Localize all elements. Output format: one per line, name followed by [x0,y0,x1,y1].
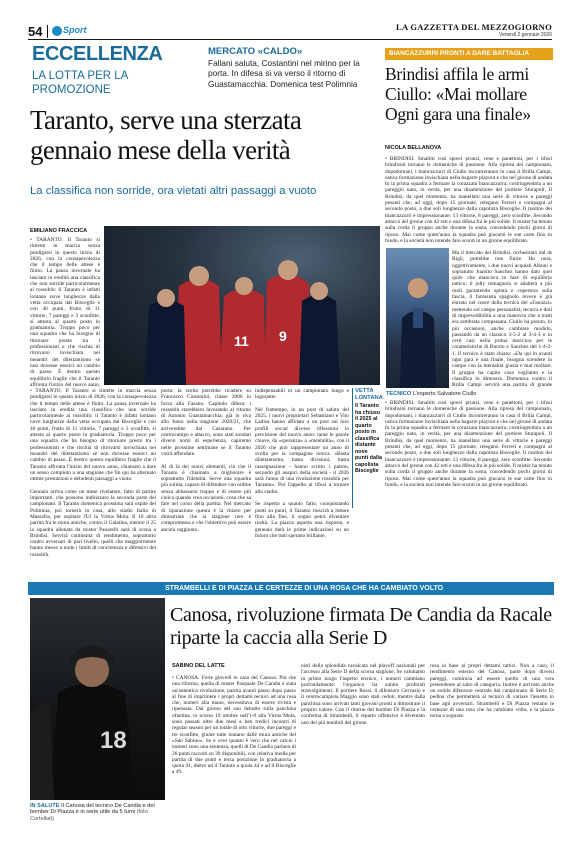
brindisi-headline: Brindisi affila le armi Ciullo: «Mai mollare Ogni gara una finale» [385,64,531,124]
taranto-col-1: • TARANTO. Il Taranto si rimette in marcia senza prodigarsi in questo inizio di 2026, con la consapevolezza che il tempo delle attese è finito. La pausa invernale ha lasciato in eredità una classifica che non sorride particolarmente ai rossoblù: il Taranto è infatti lontano nove lunghezze dalla vetta occupata dal Bisceglie e con 46 punti, frutto di 11 vittorie, 7 pareggi e 3 sconfitte, si attesta al quarto posto in graduatoria. Troppo poco per una squadra che ha bisogno di ritornare presto tra i professionisti e che rischia di ritrovarsi invischiata nei meandri del dilettantismo se non dovesse esserci un cambio di passo. È dentro questo equilibrio fragile che il Taranto affronta l'inizio del nuovo anno, [30,237,100,387]
coach-caption-label: TECNICO [386,391,412,397]
mercato-text: Fallani saluta, Costantini nel mirino per la porta. In difesa si va verso il ritorno di Guastamacchia. Domenica test Polimnia [208,58,360,89]
canosa-col-3: rosa in base ai propri dettami tattici. Non a caso, il rendimento esterno del Canosa, parte dopo diversi pareggi, comincia ad essere quello di una vera pretendente al salto di categoria. Inoltre è arrivato anche un solido difensore centrale dal campionato di Serie D, pedina che permetterà al tecnico di variare l'assetto in base agli avversari. Strambelli e Di Piazza restano le certezze di una rosa che ha cambiato volto, e la piazza torna a sognare. [430,663,554,720]
canosa-caption-credit: (foto Cortellati) [30,809,148,822]
canosa-photo [30,598,165,800]
taranto-team-photo [104,226,380,385]
coach-caption [386,391,554,397]
mercato-label: MERCATO «CALDO» [208,46,303,57]
canosa-col-1: • CANOSA. Forte giovedì in casa del Canosa. Più che una riforma, quella di mister Pasquale De Candia è stata un'autentica rivoluzione, partita avanti passo dopo passo al fine di imprimere i propri dettami tecnici ad una rosa che, numeri alla mano, necessitava di essere rivista e ripensata. Dal giorno del suo debutto sulla panchina ofantina, lo scorso 19 ottobre nell'1-0 alla Virtus Mola, sono passati oltre due mesi e ben tredici incontri di regular season per un totale di otto vittorie, due pareggi e tre sconfitte, giunte tutte lontano dalle mura amiche del «San Sabino». Se è vero quanto è vero che nel calcio i numeri sono una sentenza, quelli di De Candia parlano di 26 punti raccolti su 39 disponibili, con relativa media per partita di due punti e terza posizione in graduatoria a quota 41, dietro ad il Taranto a quota 44 e ad il Bisceglie a 49. [172,675,296,776]
canosa-caption [30,803,167,822]
taranto-author: EMILIANO FRACCICA [30,228,88,234]
page-number: 54 [28,24,43,39]
brindisi-banner: BIANCAZZURRI PRONTI A DARE BATTAGLIA [385,48,553,60]
section-divider [47,25,48,38]
sidebar-label: VETTA LONTANA [355,388,383,401]
brindisi-body: • BRINDISI. Smaltiti così spreci prunzi, cene e panettoni, per i tifosi brindisini tornano le domeniche di passione. Alla ripresa del campionato, dopodomani, i biancazzurri di Ciullo incontreranno in casa il Brilla Campi, ostica formazione invischiata nella bagarre playout e che nel girone di andata fu la prima squadra a fermare la corazzata biancazzurra, costringendola a un pareggio nato, in verità, per una disattenzione del portiere Sturapoli. Il Brindisi, da quel momento, ha inanellato una serie di vittorie e pareggi pesanti che, ad oggi, dopo 15 giornate, relegano Ferreri e compagni al secondo posto, a due soli lunghezze dalla capolista Bisceglie. Il ruolino dei biancazzurri è impressionante: 13 vittorie, 8 pareggi, zero sconfitte. Secondo attacco del girone con 42 reti e una difesa fra le più solide. Il mister ha tenuto sulla corda il gruppo anche durante la sosta, concedendo pochi giorni di riposo. Mai come quest'anno la squadra può giocarsi le sue carte fino in fondo, e la società non intende fare sconti in un girone equilibrato. [385,156,552,244]
svg-text:11: 11 [234,333,249,349]
sport-logo-icon [52,26,62,36]
svg-text:9: 9 [279,328,287,344]
taranto-col-3: indispensabili in un campionato lungo e logorante. Nel frattempo, in un post di saluto del 2025, i nuovi proprietari Sebastiano e Vito Ladisa hanno affidato a un post sui loro profili social diverse riflessioni in previsione del nuovo anno: tante le parole chiave, da «speranza» a «mentalità», con il 2026 che può rappresentare un anno di svolta per la compagine ionica. «Basta dilettantismo, basta divisioni, basta rassegnazione - hanno scritto i patron, secondo gli auspici della società - il 2026 sarà l'anno di una rivoluzione rossoblù per Taranto». Poi l'appello ai tifosi a tornare allo stadio. Se rispetto a quanto fatto, conquistando punti su punti, il Taranto riuscirà a lottare fino alla fine, il sogno potrà diventare realtà. La piazza aspetta una risposta, e gennaio darà le prime indicazioni su un futuro che tutti sperano brillante. [255,388,349,539]
taranto-col-2: porta: la scelta potrebbe ricadere su Francesco Costantini, classe 2006 in forza alla Fasano. Capitolo difesa: i rossoblù starebbero lavorando al ritorno di Antonio Guastamacchia, già in riva allo Ionio nella stagione 2020/21, che arriverebbe dal Casarano. Per centrocampo e attacco, sono stati sondati diversi nomi di esperienza, capiremo nelle prossime settimane se il Taranto vorrà affondare. Al di là dei nuovi elementi, ciò che il Taranto è chiamato a migliorare è soprattutto l'identità. Serve una squadra più solida, capace di difendere con ordine senza abbassarsi troppo e di essere più cinica quando crea occasioni, cosa che sa fare nel corso della partita. Nel mercato di riparazione questa è la chiave per dimostrare che la stagione non è compromessa e che l'obiettivo può essere ancora raggiunto. [161,388,251,533]
canosa-headline: Canosa, rivoluzione firmata De Candia da Racale riparte la caccia alla Serie D [170,604,552,649]
players-huddle-icon [104,226,380,385]
canosa-author: SABINO DEL LATTE [172,663,225,669]
page-header [28,22,552,40]
brindisi-body-2: Ma il mercato dei Brindisi, orchestrato dal ds Rigli, potrebbe non finire. Ho nora, oggettivamente, i due nuovi acquisti Albuni e sopratutto Juanito Sanchez hanno dato quel quid- che mancava in fase di equilibrio tattico: il jolly romagnolo si adatterà a più ruoli garantendo spinta e copertura sulla fascia, il fantasista spagnolo invece è già entrato nel cuore della tecnica del «Fanuzzi» mettendo sul campo personalità, tecnica e doti di imprevedibilità a una manovra che a tratti era sembrata compassata. Ciullo ha potuto, in più occasioni, anche cambiare modulo, passando da un classico 3-5-2 al 3-4-3 o in certi casi nella prima mezz'ora per le caratteristiche di Burzio e Sanchez del 1-4-2-1. Il tecnico è stato chiaro: «Da qui in avanti ogni gara è una finale, bisogna scendere in campo con la mentalità giusta e mai mollare. Il gruppo ha capito cosa vogliamo e la classifica lo dimostra. Domenica contro il Brilla Campi servirà una partita di grande [452,250,552,388]
canosa-col-2: nisti della splendida cavalcata nel playoff nazionali per l'accesso alla Serie D della scorsa stagione. Se valutiamo in primo luogo l'aspetto tecnico, i numeri cambiano profondamente: l'organico ha subito profondi stravolgimenti. Il portiere Rossi, il difensore Gervasio e il centrocampista Maggio sono stati ceduti, mentre dalla panchina sono arrivati tanti giovani pronti a dimostrare il proprio valore. Con il ritorno del bomber Di Piazza e la conferma di Strambelli, il reparto offensivo è diventato uno dei più temibili del girone. [301,663,425,726]
celebrating-player-icon [30,598,165,800]
taranto-headline: Taranto, serve una sterzata gennaio mese della verità [30,105,302,165]
taranto-deck: La classifica non sorride, ora vietati altri passaggi a vuoto [30,185,317,197]
canosa-caption-label: IN SALUTE [30,803,60,809]
taranto-sidebar [352,388,382,508]
sidebar-text: Il Taranto ha chiuso il 2025 al quarto posto in classifica distante nove punti dalla capolista Bisceglie [355,403,382,474]
svg-text:18: 18 [100,727,127,754]
brindisi-body-3: • BRINDISI. Smaltiti così spreci prunzi, cene e panettoni, per i tifosi brindisini tornano le domeniche di passione. Alla ripresa del campionato, dopodomani, i biancazzurri di Ciullo incontreranno in casa il Brilla Campi, ostica formazione invischiata nella bagarre playout e che nel girone di andata fu la prima squadra a fermare la corazzata biancazzurra, costringendola a un pareggio nato, in verità, per una disattenzione del portiere Sturapoli. Il Brindisi, da quel momento, ha inanellato una serie di vittorie e pareggi pesanti che, ad oggi, dopo 15 giornate, relegano Ferreri e compagni al secondo posto, a due soli lunghezze dalla capolista Bisceglie. Il ruolino dei biancazzurri è impressionante: 13 vittorie, 8 pareggi, zero sconfitte. Secondo attacco del girone con 42 reti e una difesa fra le più solide. Il mister ha tenuto sulla corda il gruppo anche durante la sosta, concedendo pochi giorni di riposo. Mai come quest'anno la squadra può giocarsi le sue carte fino in fondo, e la società non intende fare sconti in un girone equilibrato. [385,400,552,488]
taranto-col-1b: • TARANTO. Il Taranto si rimette in marcia senza prodigarsi in questo inizio di 2026, con la consapevolezza che il tempo delle attese è finito. La pausa invernale ha lasciato in eredità una classifica che non sorride particolarmente ai rossoblù: il Taranto è infatti lontano nove lunghezze dalla vetta occupata dal Bisceglie e con 46 punti, frutto di 11 vittorie, 7 pareggi e 3 sconfitte, si attesta al quarto posto in graduatoria. Troppo poco per una squadra che ha bisogno di ritornare presto tra i professionisti e che rischia di ritrovarsi invischiata nei meandri del dilettantismo se non dovesse esserci un cambio di passo. È dentro questo equilibrio fragile che il Taranto affronta l'inizio del nuovo anno, chiamato a dare un senso compiuto a una stagione che fin qui ha alternato ottime prestazioni e deludenti passaggi a vuoto. Gennaio arriva come un mese rivelatore, fatto di partite importanti, che possono indirizzare la seconda parte del campionato. Il Taranto domenica prossima sarà ospite del Polimnia, poi tornerà in casa, allo stadio Italia di Massafra, per ospitare l'Ui la Virtus Mola. Il 18 altra partita fra le mura amiche, contro il Galatina, mentre il 25 la squadra allenata da mister Panarelli sarà di scena a Brindisi. Servirà continuità di rendimento, soprattutto contro avversari di pari livello, quelli che maggiormente hanno messo a nudo i limiti di concretezza e difensivi dei rossoblù. [30,388,156,558]
mercato-teaser [208,46,376,98]
brindisi-author: NICOLA BELLANOVA [385,145,442,151]
canosa-caption-text: Il Canosa del tecnico De Candia e del bomber Di Piazza è in serie utile da 5 turni [30,803,155,816]
issue-date: Venerdì 2 gennaio 2026 [498,32,552,38]
coach-figure-icon [386,248,449,388]
kicker-subtitle: LA LOTTA PER LA PROMOZIONE [32,70,128,96]
kicker-title: ECCELLENZA [32,43,163,65]
coach-caption-text: L'esperto Salvatore Ciullo [412,391,477,397]
section-kicker [32,43,202,96]
newspaper-name: LA GAZZETTA DEL MEZZOGIORNO [395,22,552,32]
section-logo: Sport [63,25,87,35]
canosa-banner: STRAMBELLI E DI PIAZZA LE CERTEZZE DI UNA ROSA CHE HA CAMBIATO VOLTO [28,582,554,595]
coach-photo [386,248,449,388]
